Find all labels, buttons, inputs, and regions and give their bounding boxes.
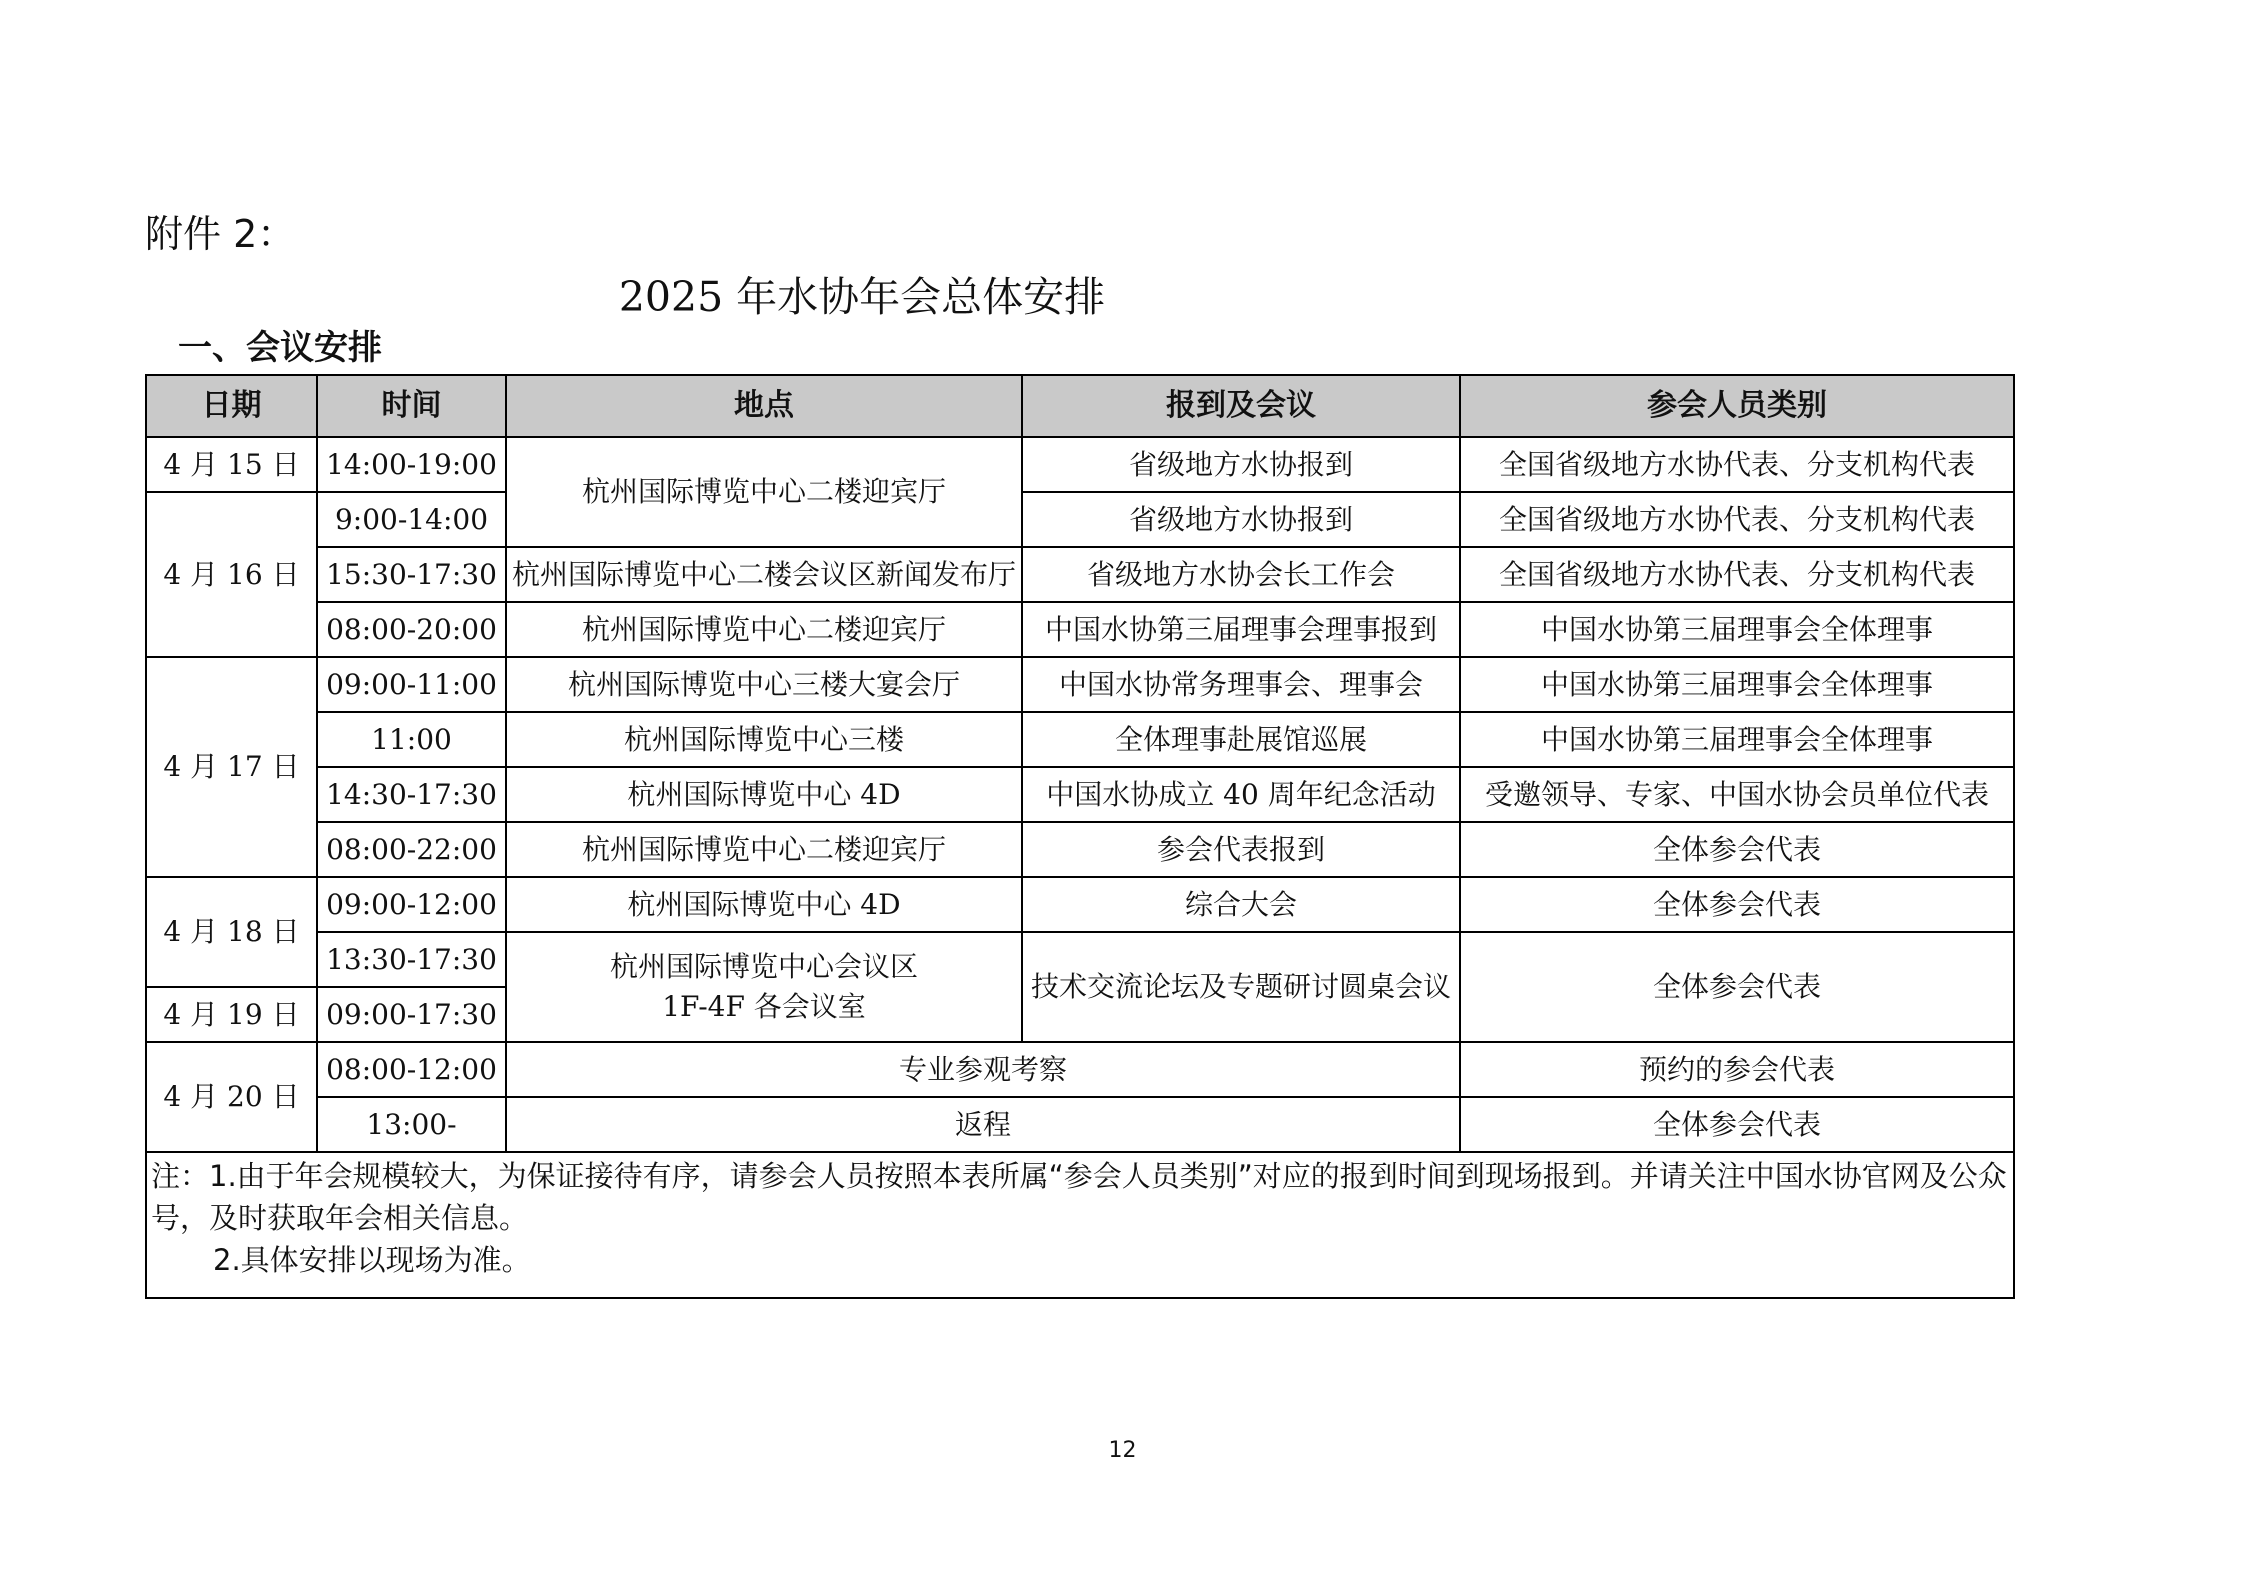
time-cell: 08:00-20:00: [317, 602, 506, 657]
note-cell: [146, 1152, 2014, 1298]
time-cell: 09:00-11:00: [317, 657, 506, 712]
people-cell: 全体参会代表: [1460, 932, 2014, 1042]
meeting-cell: 省级地方水协会长工作会: [1022, 547, 1460, 602]
table-row: [146, 547, 2014, 602]
table-row: [146, 437, 2014, 492]
place-cell: 杭州国际博览中心二楼迎宾厅: [506, 822, 1022, 877]
date-cell: 4 月 17 日: [146, 657, 317, 877]
activity-cell: 专业参观考察: [506, 1042, 1460, 1097]
date-cell: 4 月 18 日: [146, 877, 317, 987]
place-cell: 杭州国际博览中心二楼迎宾厅: [506, 437, 1022, 547]
people-cell: 中国水协第三届理事会全体理事: [1460, 602, 2014, 657]
time-cell: 09:00-17:30: [317, 987, 506, 1042]
time-cell: 11:00: [317, 712, 506, 767]
time-cell: 08:00-12:00: [317, 1042, 506, 1097]
time-cell: 09:00-12:00: [317, 877, 506, 932]
date-cell: 4 月 20 日: [146, 1042, 317, 1152]
time-cell: 13:00-: [317, 1097, 506, 1152]
table-row: [146, 822, 2014, 877]
page-number: 12: [1108, 1438, 1137, 1463]
table-row: [146, 602, 2014, 657]
time-cell: 13:30-17:30: [317, 932, 506, 987]
meeting-cell: 参会代表报到: [1022, 822, 1460, 877]
people-cell: 中国水协第三届理事会全体理事: [1460, 657, 2014, 712]
time-cell: 9:00-14:00: [317, 492, 506, 547]
table-row: [146, 932, 2014, 987]
time-cell: 15:30-17:30: [317, 547, 506, 602]
time-cell: 14:30-17:30: [317, 767, 506, 822]
place-cell: 杭州国际博览中心二楼会议区新闻发布厅: [506, 547, 1022, 602]
date-cell: 4 月 16 日: [146, 492, 317, 657]
meeting-cell: 全体理事赴展馆巡展: [1022, 712, 1460, 767]
date-cell: 4 月 19 日: [146, 987, 317, 1042]
time-cell: 14:00-19:00: [317, 437, 506, 492]
note-line-2: 2.具体安排以现场为准。: [213, 1243, 531, 1277]
table-row: [146, 657, 2014, 712]
people-cell: 全体参会代表: [1460, 822, 2014, 877]
table-row: [146, 1042, 2014, 1097]
header-place: 地点: [506, 375, 1022, 437]
people-cell: 全国省级地方水协代表、分支机构代表: [1460, 492, 2014, 547]
meeting-cell: 中国水协第三届理事会理事报到: [1022, 602, 1460, 657]
place-cell: 杭州国际博览中心三楼: [506, 712, 1022, 767]
document-title: 2025 年水协年会总体安排: [618, 273, 1106, 321]
table-row: [146, 767, 2014, 822]
meeting-cell: 综合大会: [1022, 877, 1460, 932]
meeting-cell: 省级地方水协报到: [1022, 437, 1460, 492]
date-cell: 4 月 15 日: [146, 437, 317, 492]
time-cell: 08:00-22:00: [317, 822, 506, 877]
people-cell: 全体参会代表: [1460, 877, 2014, 932]
table-row: [146, 877, 2014, 932]
header-date: 日期: [146, 375, 317, 437]
header-time: 时间: [317, 375, 506, 437]
place-cell: 杭州国际博览中心 4D: [506, 877, 1022, 932]
people-cell: 全国省级地方水协代表、分支机构代表: [1460, 547, 2014, 602]
people-cell: 中国水协第三届理事会全体理事: [1460, 712, 2014, 767]
people-cell: 受邀领导、专家、中国水协会员单位代表: [1460, 767, 2014, 822]
meeting-cell: 中国水协成立 40 周年纪念活动: [1022, 767, 1460, 822]
place-line: 1F-4F 各会议室: [662, 990, 866, 1023]
table-row: [146, 1097, 2014, 1152]
schedule-table: [145, 374, 2015, 1299]
meeting-cell: 技术交流论坛及专题研讨圆桌会议: [1022, 932, 1460, 1042]
table-header-row: [146, 375, 2014, 437]
people-cell: 预约的参会代表: [1460, 1042, 2014, 1097]
header-meeting: 报到及会议: [1022, 375, 1460, 437]
place-line: 杭州国际博览中心会议区: [609, 950, 918, 983]
note-line-1: 注：1.由于年会规模较大，为保证接待有序，请参会人员按照本表所属“参会人员类别”对应的报到时间到现场报到。并请关注中国水协官网及公众号，及时获取年会相关信息。: [151, 1159, 2007, 1235]
header-people: 参会人员类别: [1460, 375, 2014, 437]
place-cell: [506, 932, 1022, 1042]
table-row: [146, 712, 2014, 767]
place-cell: 杭州国际博览中心三楼大宴会厅: [506, 657, 1022, 712]
place-cell: 杭州国际博览中心二楼迎宾厅: [506, 602, 1022, 657]
people-cell: 全体参会代表: [1460, 1097, 2014, 1152]
meeting-cell: 省级地方水协报到: [1022, 492, 1460, 547]
activity-cell: 返程: [506, 1097, 1460, 1152]
note-row: [146, 1152, 2014, 1298]
place-cell: 杭州国际博览中心 4D: [506, 767, 1022, 822]
meeting-cell: 中国水协常务理事会、理事会: [1022, 657, 1460, 712]
table-row: [146, 492, 2014, 547]
people-cell: 全国省级地方水协代表、分支机构代表: [1460, 437, 2014, 492]
attachment-label: 附件 2：: [145, 212, 296, 256]
section-heading: 一、会议安排: [178, 328, 382, 368]
